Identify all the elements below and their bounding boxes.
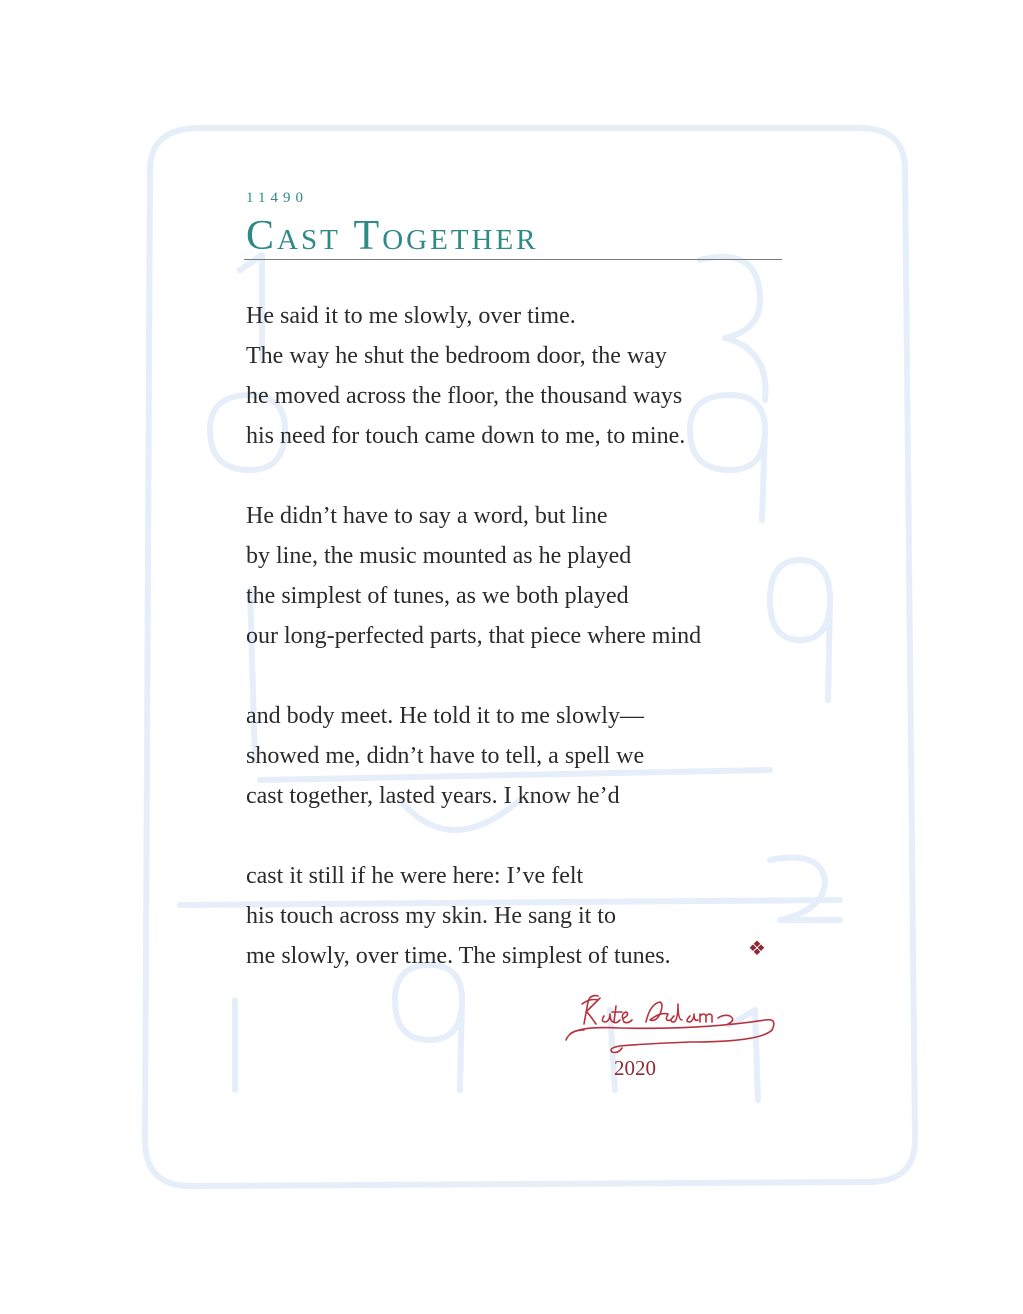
poem-line: The way he shut the bedroom door, the way [246, 343, 667, 369]
poem-line: he moved across the floor, the thousand ways [246, 383, 683, 409]
poem-line: me slowly, over time. The simplest of tunes. [246, 943, 671, 969]
year: 2020 [614, 1056, 656, 1080]
poem-title: Cast Together [246, 213, 539, 259]
poem-header [246, 188, 786, 260]
title-divider [244, 259, 782, 260]
poem-line: cast together, lasted years. I know he’d [246, 783, 620, 809]
poem-line: and body meet. He told it to me slowly— [246, 703, 644, 729]
poem-line: the simplest of tunes, as we both played [246, 583, 629, 609]
poem-line: cast it still if he were here: I’ve felt [246, 863, 584, 889]
poem-line: our long-perfected parts, that piece where mind [246, 623, 702, 649]
poem-line: his need for touch came down to me, to mine. [246, 423, 686, 449]
poem-body [246, 296, 806, 1016]
poem-number: 11490 [246, 190, 308, 206]
signature [560, 990, 780, 1060]
stanza-4 [246, 856, 806, 976]
poem-line: He didn’t have to say a word, but line [246, 503, 608, 529]
stanza-1 [246, 296, 806, 456]
poem-line: his touch across my skin. He sang it to [246, 903, 616, 929]
poem-line: by line, the music mounted as he played [246, 543, 632, 569]
poem-line: showed me, didn’t have to tell, a spell we [246, 743, 645, 769]
stanza-3 [246, 696, 806, 816]
end-ornament-icon: ❖ [748, 936, 766, 960]
stanza-2 [246, 496, 806, 656]
poem-line: He said it to me slowly, over time. [246, 303, 576, 329]
